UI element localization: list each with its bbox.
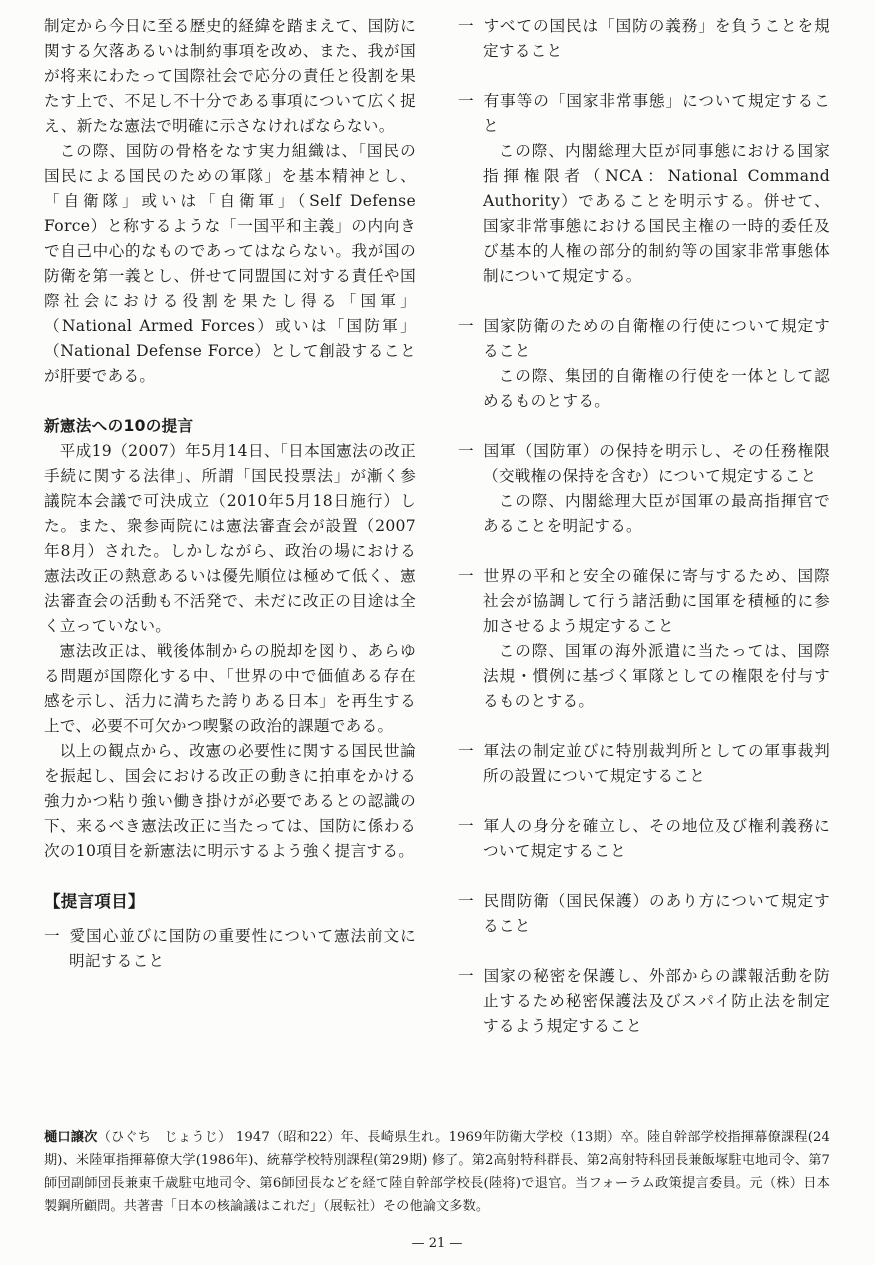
proposal-item bbox=[458, 439, 830, 539]
proposal-item-note: この際、国軍の海外派遣に当たっては、国際法規・慣例に基づく軍隊としての権限を付与するものとする。 bbox=[483, 642, 830, 710]
intro-paragraph: この際、国防の骨格をなす実力組織は、「国民の国民による国民のための軍隊」を基本精神とし、「自衛隊」或いは「自衛軍」（Self Defense Force）と称するような「一国平和主義」の内向きで自己中心的なものであってはならない。我が国の防衛を第一義とし、併せて同盟国に対する責任や国際社会における役割を果たし得る「国軍」（National Armed Forces）或いは「国防軍」（National Defense Force）として創設することが肝要である。 bbox=[44, 142, 416, 385]
proposal-item bbox=[458, 964, 830, 1039]
intro-paragraph: 制定から今日に至る歴史的経緯を踏まえて、国防に関する欠落あるいは制約事項を改め、また、我が国が将来にわたって国際社会で応分の責任と役割を果たす上で、不足し不十分である事項について広く捉え、新たな憲法で明確に示さなければならない。 bbox=[44, 17, 416, 135]
proposal-item bbox=[458, 739, 830, 789]
bullet-mark: 一 bbox=[44, 927, 60, 945]
bullet-mark: 一 bbox=[458, 317, 474, 335]
proposal-item-text: 民間防衛（国民保護）のあり方について規定すること bbox=[483, 892, 830, 935]
section-paragraph: 憲法改正は、戦後体制からの脱却を図り、あらゆる問題が国際化する中、「世界の中で価値ある存在感を示し、活力に満ちた誇りある日本」を再生する上で、必要不可欠かつ喫緊の政治的課題である。 bbox=[44, 642, 416, 735]
proposal-item-text: 愛国心並びに国防の重要性について憲法前文に明記すること bbox=[69, 927, 416, 970]
left-column bbox=[44, 14, 416, 974]
proposal-item-text: 国家の秘密を保護し、外部からの諜報活動を防止するため秘密保護法及びスパイ防止法を制定するよう規定すること bbox=[483, 967, 830, 1035]
proposal-item-text: 有事等の「国家非常事態」について規定すること bbox=[483, 92, 830, 135]
section-paragraph: 以上の観点から、改憲の必要性に関する国民世論を振起し、国会における改正の動きに拍車をかける強力かつ粘り強い働き掛けが必要であるとの認識の下、来るべき憲法改正に当たっては、国防に係わる次の10項目を新憲法に明示するよう強く提言する。 bbox=[44, 742, 416, 860]
proposal-item-text: 軍法の制定並びに特別裁判所としての軍事裁判所の設置について規定すること bbox=[483, 742, 830, 785]
proposal-item-note: この際、内閣総理大臣が国軍の最高指揮官であることを明記する。 bbox=[483, 492, 830, 535]
proposal-item-text: 軍人の身分を確立し、その地位及び権利義務について規定すること bbox=[483, 817, 830, 860]
section-paragraph: 平成19（2007）年5月14日、「日本国憲法の改正手続に関する法律」、所謂「国民投票法」が漸く参議院本会議で可決成立（2010年5月18日施行）した。また、衆参両院には憲法審査会が設置（2007年8月）された。しかしながら、政治の場における憲法改正の熱意あるいは優先順位は極めて低く、憲法審査会の活動も不活発で、未だに改正の目途は全く立っていない。 bbox=[44, 442, 416, 635]
bullet-mark: 一 bbox=[458, 817, 474, 835]
section-heading: 新憲法への10の提言 bbox=[44, 417, 194, 435]
proposals-heading: 【提言項目】 bbox=[44, 892, 145, 911]
proposal-item-text: 国家防衛のための自衛権の行使について規定すること bbox=[483, 317, 830, 360]
proposal-item bbox=[44, 924, 416, 974]
bullet-mark: 一 bbox=[458, 742, 474, 760]
proposal-item bbox=[458, 14, 830, 64]
author-bio-text: （ひぐち じょうじ） 1947（昭和22）年、長崎県生れ。1969年防衛大学校（13期）卒。陸自幹部学校指揮幕僚課程(24期)、米陸軍指揮幕僚大学(1986年)、統幕学校特別課程(第29期) 修了。第2高射特科群長、第2高射特科団長兼飯塚駐屯地司令、第7師団副師団長兼東千歳駐屯地司令、第6師団長などを経て陸自幹部学校長(陸将)で退官。当フォーラム政策提言委員。元（株）日本製鋼所顧問。共著書「日本の核論議はこれだ」（展転社）その他論文多数。 bbox=[44, 1130, 830, 1214]
right-column bbox=[458, 14, 830, 1064]
bullet-mark: 一 bbox=[458, 92, 474, 110]
bullet-mark: 一 bbox=[458, 442, 474, 460]
proposal-item bbox=[458, 889, 830, 939]
bullet-mark: 一 bbox=[458, 892, 474, 910]
bullet-mark: 一 bbox=[458, 967, 474, 985]
proposal-item-text: 国軍（国防軍）の保持を明示し、その任務権限（交戦権の保持を含む）について規定すること bbox=[483, 442, 830, 485]
proposal-item-text: すべての国民は「国防の義務」を負うことを規定すること bbox=[483, 17, 830, 60]
proposal-item-note: この際、集団的自衛権の行使を一体として認めるものとする。 bbox=[483, 367, 830, 410]
proposal-item-note: この際、内閣総理大臣が同事態における国家指揮権限者（NCA：National Command Authority）であることを明示する。併せて、国家非常事態における国民主権の一時的委任及び基本的人権の部分的制約等の国家非常事態体制について規定する。 bbox=[483, 142, 830, 285]
proposal-item-text: 世界の平和と安全の確保に寄与するため、国際社会が協調して行う諸活動に国軍を積極的に参加させるよう規定すること bbox=[483, 567, 830, 635]
bullet-mark: 一 bbox=[458, 17, 474, 35]
proposal-item bbox=[458, 814, 830, 864]
page-number: — 21 — bbox=[411, 1236, 463, 1251]
proposal-item bbox=[458, 314, 830, 414]
bullet-mark: 一 bbox=[458, 567, 474, 585]
proposal-item bbox=[458, 89, 830, 289]
author-name: 樋口譲次 bbox=[44, 1130, 98, 1145]
author-bio bbox=[44, 1126, 830, 1218]
proposal-item bbox=[458, 564, 830, 714]
